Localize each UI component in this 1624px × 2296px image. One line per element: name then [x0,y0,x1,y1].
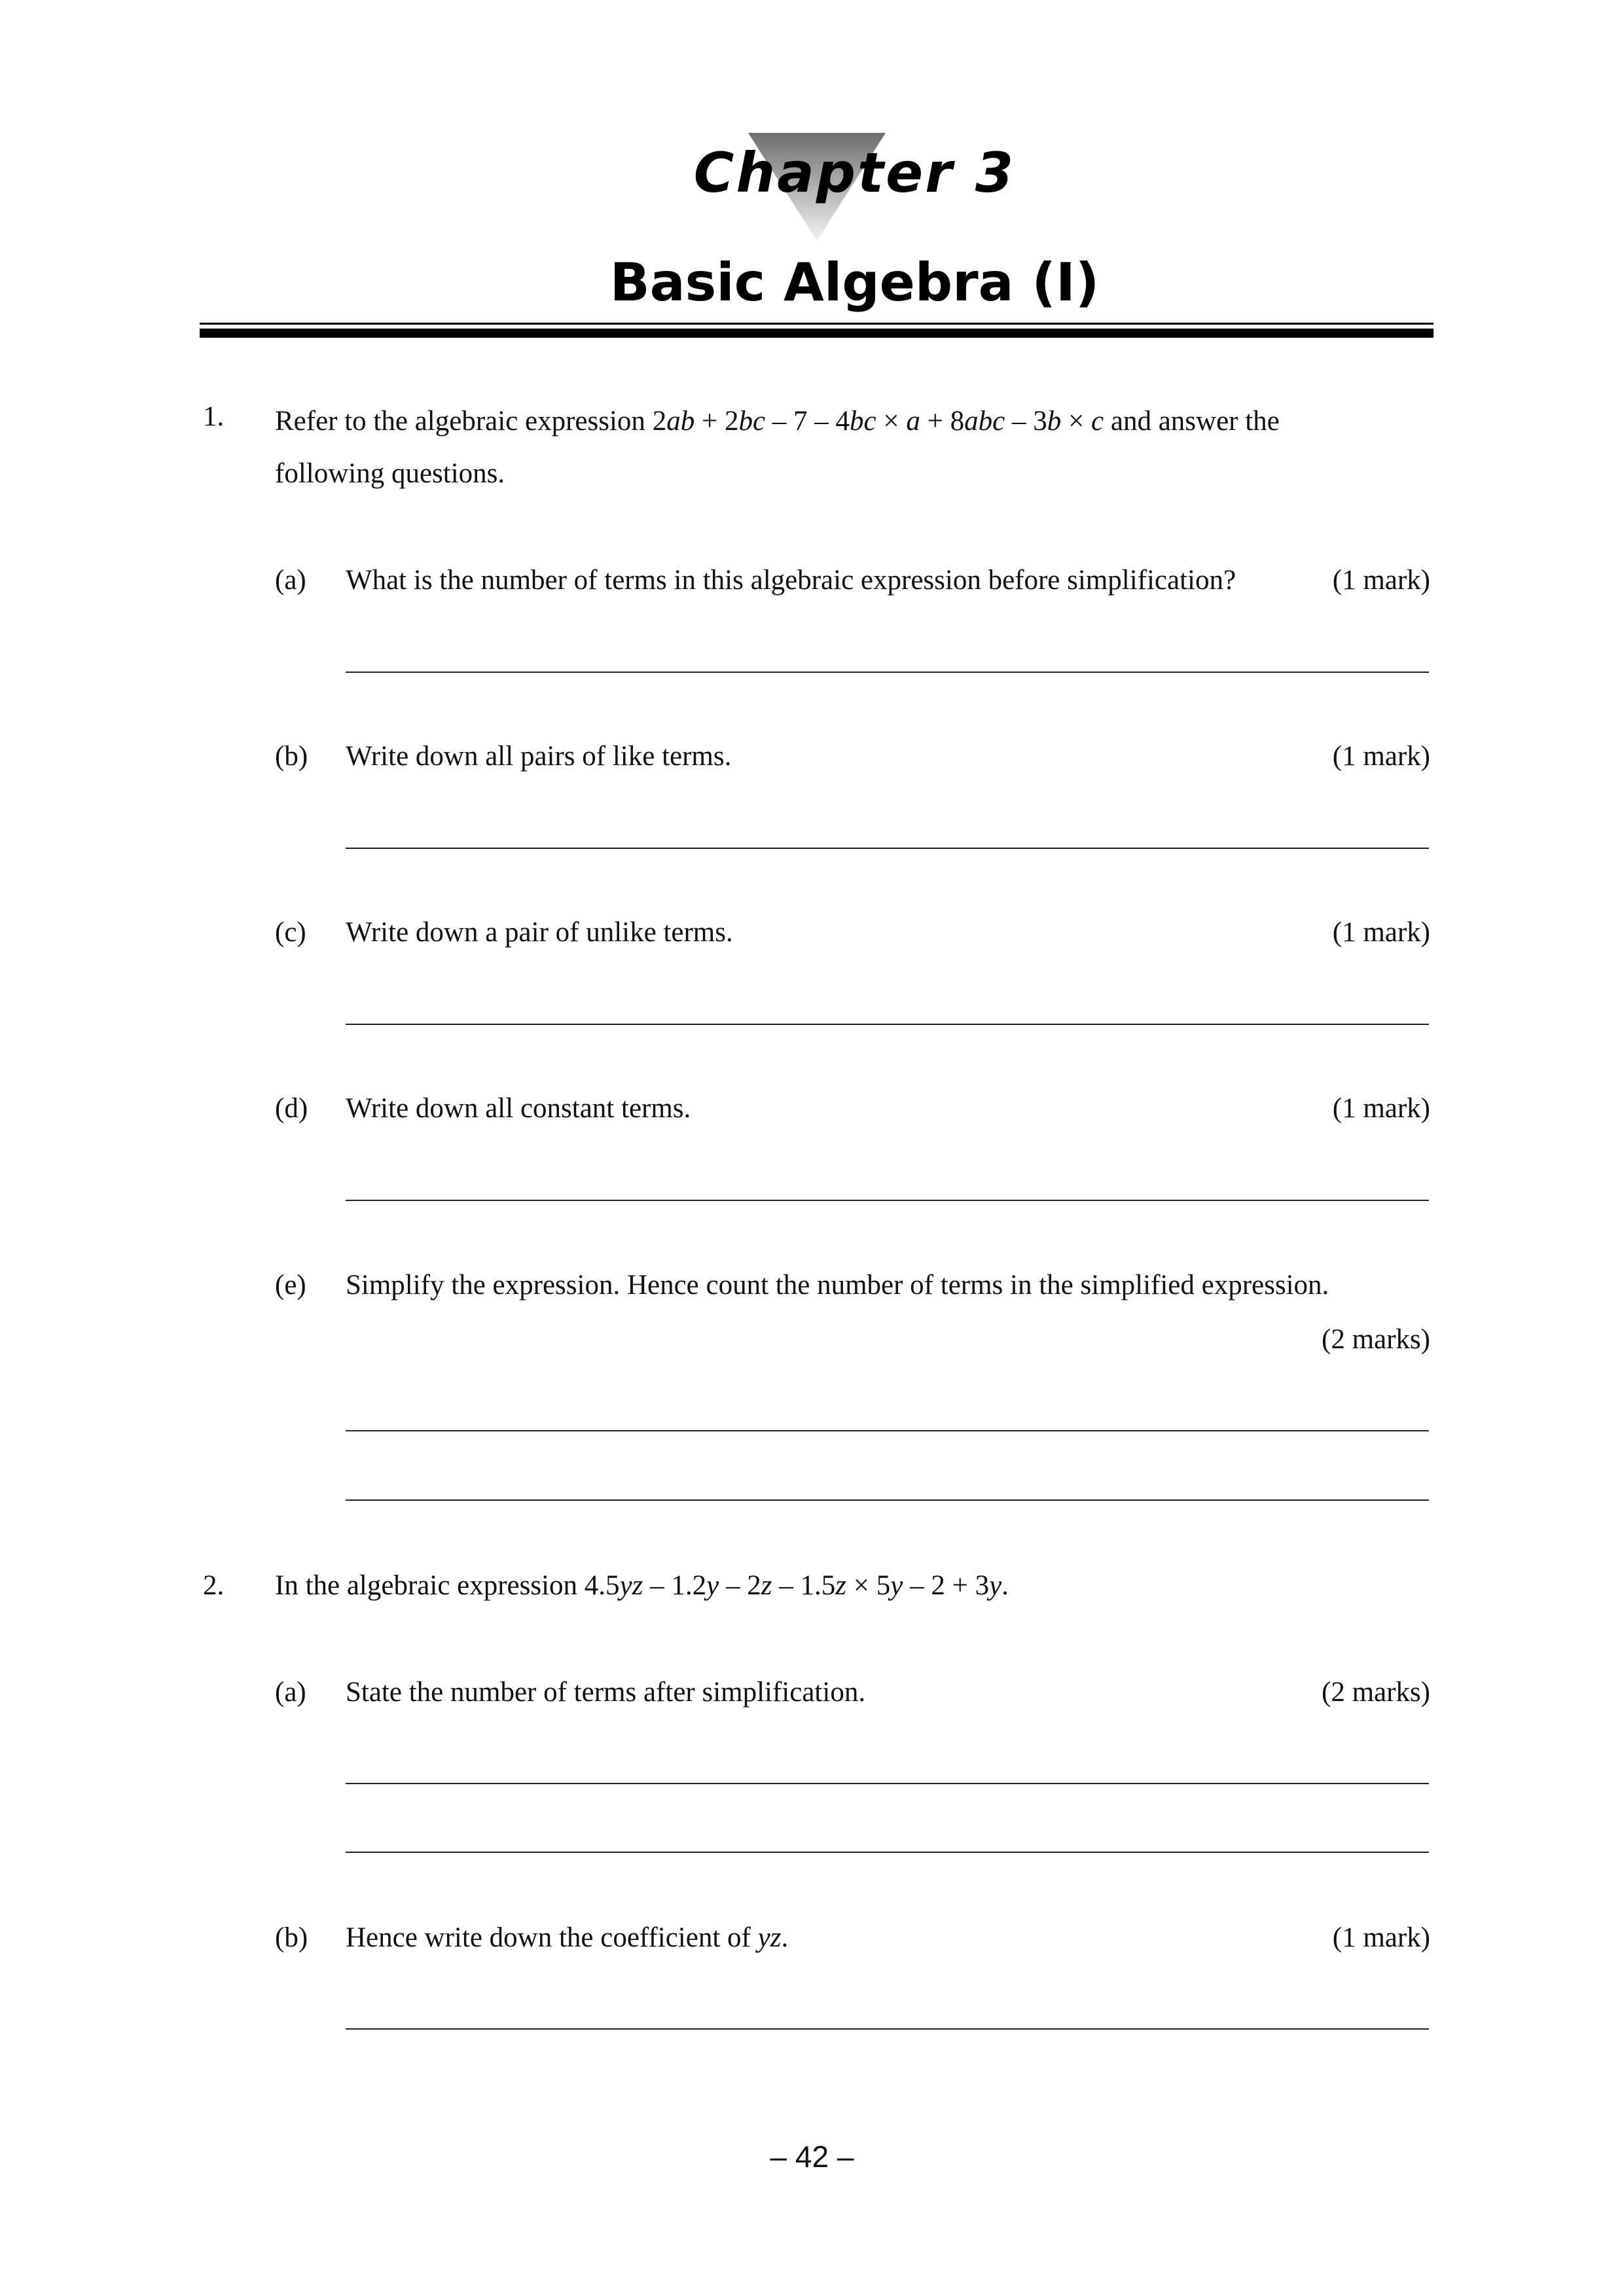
q1b-marks: (1 mark) [1332,741,1430,772]
q1e-answer-line-2[interactable] [346,1499,1429,1501]
q1e-marks: (2 marks) [1322,1324,1430,1355]
q2a-marks: (2 marks) [1322,1677,1430,1708]
q2b-answer-line[interactable] [346,2028,1429,2030]
header-rule-thick [200,329,1434,338]
q1c-label: (c) [275,917,306,948]
q2a-answer-line-1[interactable] [346,1783,1429,1784]
q1a-text: What is the number of terms in this algebraic expression before simplification? [346,565,1236,596]
q2a-answer-line-2[interactable] [346,1852,1429,1853]
question-2-stem: In the algebraic expression 4.5yz – 1.2y – 2z – 1.5z × 5y – 2 + 3y. [275,1570,1009,1601]
q1e-answer-line-1[interactable] [346,1430,1429,1431]
q1d-label: (d) [275,1093,308,1124]
q2b-label: (b) [275,1922,308,1953]
question-1-stem-continued: following questions. [275,458,505,489]
q2b-marks: (1 mark) [1332,1922,1430,1953]
question-1-stem: Refer to the algebraic expression 2ab + 2bc – 7 – 4bc × a + 8abc – 3b × c and answer the [275,406,1280,437]
question-2-number: 2. [203,1570,225,1601]
q1e-text: Simplify the expression. Hence count the number of terms in the simplified expression. [346,1270,1329,1300]
q2b-text: Hence write down the coefficient of yz. [346,1922,789,1953]
header-rule-thin [200,323,1434,325]
chapter-title: Basic Algebra (I) [609,252,1100,313]
q1c-marks: (1 mark) [1332,917,1430,948]
q1d-text: Write down all constant terms. [346,1093,691,1124]
q1a-answer-line[interactable] [346,672,1429,673]
page-number: – 42 – [770,2140,854,2174]
q1d-answer-line[interactable] [346,1200,1429,1201]
q1e-label: (e) [275,1270,306,1300]
q2a-label: (a) [275,1677,306,1708]
q1d-marks: (1 mark) [1332,1093,1430,1124]
q1b-label: (b) [275,741,308,772]
q2a-text: State the number of terms after simplification. [346,1677,866,1708]
q1c-text: Write down a pair of unlike terms. [346,917,733,948]
q1b-text: Write down all pairs of like terms. [346,741,732,772]
chapter-heading: Chapter 3 [693,141,1016,205]
q1c-answer-line[interactable] [346,1024,1429,1025]
q1a-marks: (1 mark) [1332,565,1430,596]
question-1-number: 1. [203,401,225,432]
q1b-answer-line[interactable] [346,848,1429,849]
q1a-label: (a) [275,565,306,596]
